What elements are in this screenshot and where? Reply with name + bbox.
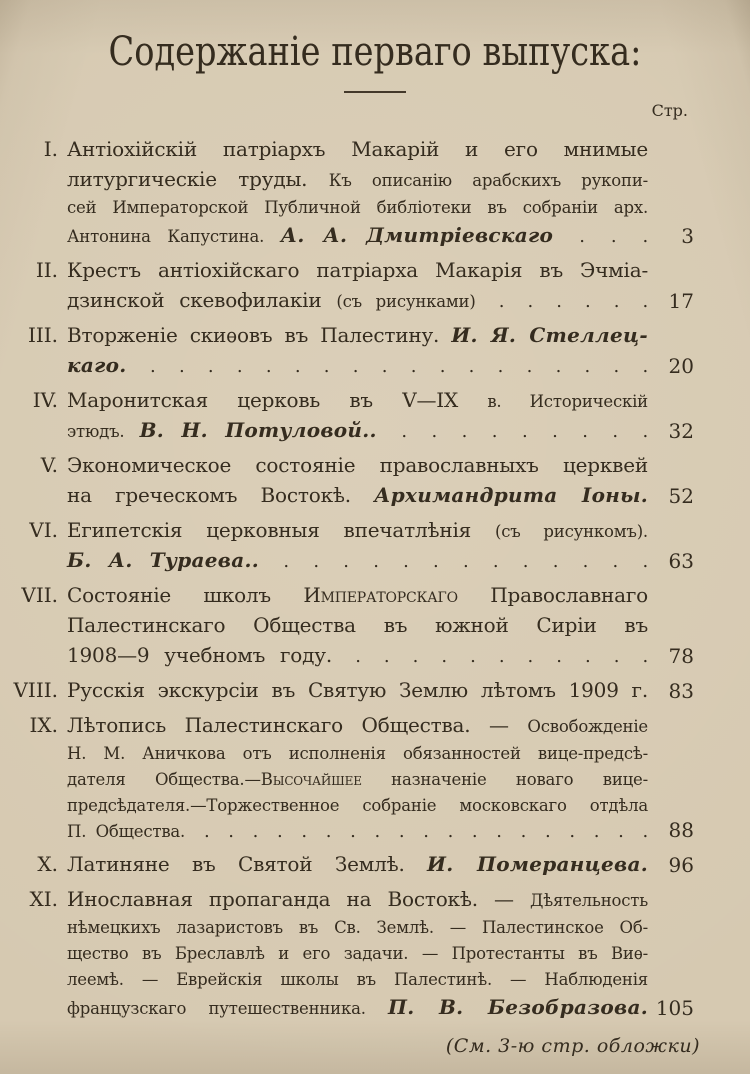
entry-line xyxy=(67,941,648,967)
entry-line xyxy=(67,416,648,446)
entry-text: Состояніе школъ xyxy=(67,583,304,607)
entry-text: Къ описанію арабскихъ рукопи- xyxy=(328,171,648,190)
entry-line xyxy=(67,611,648,641)
page-column-header: Стр. xyxy=(651,101,688,120)
entry-line xyxy=(67,451,648,481)
entry-numeral: I. xyxy=(43,137,58,161)
entry-text: (съ рисункомъ). xyxy=(495,522,648,541)
page-number: 83 xyxy=(668,679,694,703)
dot-leader: . . . . . . . . . . . . . xyxy=(259,551,648,572)
entry-line xyxy=(67,793,648,819)
entry-text: Антіохійскій патріархъ Макарій и его мнимые xyxy=(67,137,648,161)
author-name: А. А. Дмитріевскаго xyxy=(280,223,554,247)
entry-text: Освобожденіе xyxy=(527,717,648,736)
entry-text: Православнаго xyxy=(457,583,648,607)
entry-text: Латиняне въ Святой Землѣ. xyxy=(67,852,428,876)
toc-entry xyxy=(0,885,694,1023)
entry-line xyxy=(67,546,648,576)
entry-text: Маронитская церковь въ V—IX xyxy=(67,388,488,412)
entry-text: Крестъ антіохійскаго патріарха Макарія въ Эчміа- xyxy=(67,258,648,282)
entry-text: П. Общества. xyxy=(67,822,186,841)
toc-entry xyxy=(0,386,694,446)
entry-line xyxy=(67,516,648,546)
entry-body xyxy=(67,711,694,845)
entry-line xyxy=(67,165,648,195)
entry-text: французскаго путешественника. xyxy=(67,999,389,1018)
entry-line xyxy=(67,711,648,741)
entry-text: назначеніе новаго вице- xyxy=(361,770,648,789)
page-number: 105 xyxy=(655,996,694,1020)
entry-line xyxy=(67,767,648,793)
entry-numeral: IX. xyxy=(29,713,58,737)
entry-body xyxy=(67,516,694,576)
entry-line xyxy=(67,481,648,511)
entry-text: дателя Общества.— xyxy=(67,770,261,789)
entry-body xyxy=(67,581,694,671)
dot-leader: . . . . . . . . . . . . . . . . . . . xyxy=(185,821,648,842)
entry-numeral: VII. xyxy=(21,583,58,607)
entry-line xyxy=(67,256,648,286)
entry-numeral: X. xyxy=(37,852,58,876)
toc-entry xyxy=(0,711,694,845)
toc-entry xyxy=(0,135,694,251)
title-divider-rule xyxy=(344,91,406,93)
author-name: В. Н. Потуловой.. xyxy=(139,418,377,442)
entry-line xyxy=(67,819,648,845)
page-number: 78 xyxy=(668,644,694,668)
toc-entry xyxy=(0,676,694,706)
entry-text: (съ рисунками) xyxy=(336,292,476,311)
entry-numeral: VI. xyxy=(29,518,58,542)
entry-numeral: IV. xyxy=(32,388,58,412)
dot-leader: . . . . . . . . . . . xyxy=(331,646,648,667)
entry-text: Русскія экскурсіи въ Святую Землю лѣтомъ 1909 г. xyxy=(67,678,648,702)
dot-leader: . . . xyxy=(553,226,648,247)
entry-text: Вторженіе скиѳовъ въ Палестину. xyxy=(67,323,452,347)
entry-text: щество въ Бреславлѣ и его задачи. — Протестанты въ Виѳ- xyxy=(67,944,648,963)
entry-text: Экономическое состояніе православныхъ церквей xyxy=(67,453,648,477)
entry-text: 1908—9 учебномъ году. xyxy=(67,643,332,667)
author-name: Архимандрита Іоны. xyxy=(374,483,648,507)
entry-line xyxy=(67,581,648,611)
dot-leader: . . . . . . xyxy=(475,291,649,312)
entry-body xyxy=(67,451,694,511)
author-name: П. В. Безобразова. xyxy=(388,995,648,1019)
entry-text: этюдъ. xyxy=(67,422,140,441)
toc-entry xyxy=(0,321,694,381)
dot-leader: . . . . . . . . . xyxy=(376,421,648,442)
toc-entry xyxy=(0,581,694,671)
author-name: И. Померанцева. xyxy=(427,852,648,876)
entry-text: Палестинскаго Общества въ южной Сиріи въ xyxy=(67,613,648,637)
entry-numeral: III. xyxy=(27,323,58,347)
author-name: каго. xyxy=(67,353,127,377)
entry-body xyxy=(67,676,694,706)
page-number: 88 xyxy=(668,818,694,842)
toc-entry xyxy=(0,516,694,576)
entry-line xyxy=(67,135,648,165)
entry-text: сей Императорской Публичной библіотеки въ собраніи арх. xyxy=(67,198,648,217)
contents-title: Содержаніе перваго выпуска: xyxy=(108,29,642,75)
entry-body xyxy=(67,256,694,316)
entry-line xyxy=(67,286,648,316)
toc-entry xyxy=(0,451,694,511)
page-number: 20 xyxy=(668,354,694,378)
entry-text: дзинской скевофилакіи xyxy=(67,288,337,312)
entry-text: литургическіе труды. xyxy=(67,167,329,191)
entry-numeral: XI. xyxy=(29,887,58,911)
entry-numeral: V. xyxy=(40,453,58,477)
page-number: 32 xyxy=(668,419,694,443)
toc-entry xyxy=(0,256,694,316)
entry-text: Дѣятельность xyxy=(529,891,648,910)
entry-text: Египетскія церковныя впечатлѣнія xyxy=(67,518,496,542)
entry-line xyxy=(67,386,648,416)
page-number: 63 xyxy=(668,549,694,573)
entry-line xyxy=(67,885,648,915)
entry-line xyxy=(67,221,648,251)
entry-line xyxy=(67,967,648,993)
entry-body xyxy=(67,321,694,381)
author-name: Б. А. Тураева.. xyxy=(67,548,260,572)
entry-line xyxy=(67,321,648,351)
entry-text: Высочайшее xyxy=(260,770,362,789)
entry-text: Императорскаго xyxy=(303,583,458,607)
entry-text: нѣмецкихъ лазаристовъ въ Св. Землѣ. — Палестинское Об- xyxy=(67,918,648,937)
entry-text: Инославная пропаганда на Востокѣ. — xyxy=(67,887,530,911)
entry-text: Лѣтопись Палестинскаго Общества. — xyxy=(67,713,528,737)
page-number: 96 xyxy=(668,853,694,877)
entry-line xyxy=(67,850,648,880)
entry-body xyxy=(67,885,694,1023)
page-number: 3 xyxy=(681,224,694,248)
footer-note: (См. 3-ю стр. обложки) xyxy=(445,1035,700,1057)
dot-leader: . . . . . . . . . . . . . . . . . . xyxy=(126,356,648,377)
entry-text: Антонина Капустина. xyxy=(67,227,281,246)
entry-text: на греческомъ Востокѣ. xyxy=(67,483,375,507)
entry-text: леемѣ. — Еврейскія школы въ Палестинѣ. — Наблюденія xyxy=(67,970,648,989)
entry-body xyxy=(67,386,694,446)
entry-numeral: II. xyxy=(35,258,58,282)
author-name: И. Я. Стеллец- xyxy=(451,323,648,347)
entry-text: в. Историческій xyxy=(487,392,648,411)
entry-line xyxy=(67,915,648,941)
entry-line xyxy=(67,195,648,221)
entry-line xyxy=(67,676,648,706)
entry-numeral: VIII. xyxy=(13,678,58,702)
entry-body xyxy=(67,850,694,880)
entry-line xyxy=(67,741,648,767)
entry-line xyxy=(67,993,648,1023)
entry-text: Н. М. Аничкова отъ исполненія обязанностей вице-предсѣ- xyxy=(67,744,648,763)
page-number: 52 xyxy=(668,484,694,508)
toc-entry xyxy=(0,850,694,880)
entry-line xyxy=(67,641,648,671)
entry-text: предсѣдателя.—Торжественное собраніе московскаго отдѣла xyxy=(67,796,648,815)
entry-line xyxy=(67,351,648,381)
toc-entries xyxy=(0,135,694,1023)
entry-body xyxy=(67,135,694,251)
page-number: 17 xyxy=(668,289,694,313)
